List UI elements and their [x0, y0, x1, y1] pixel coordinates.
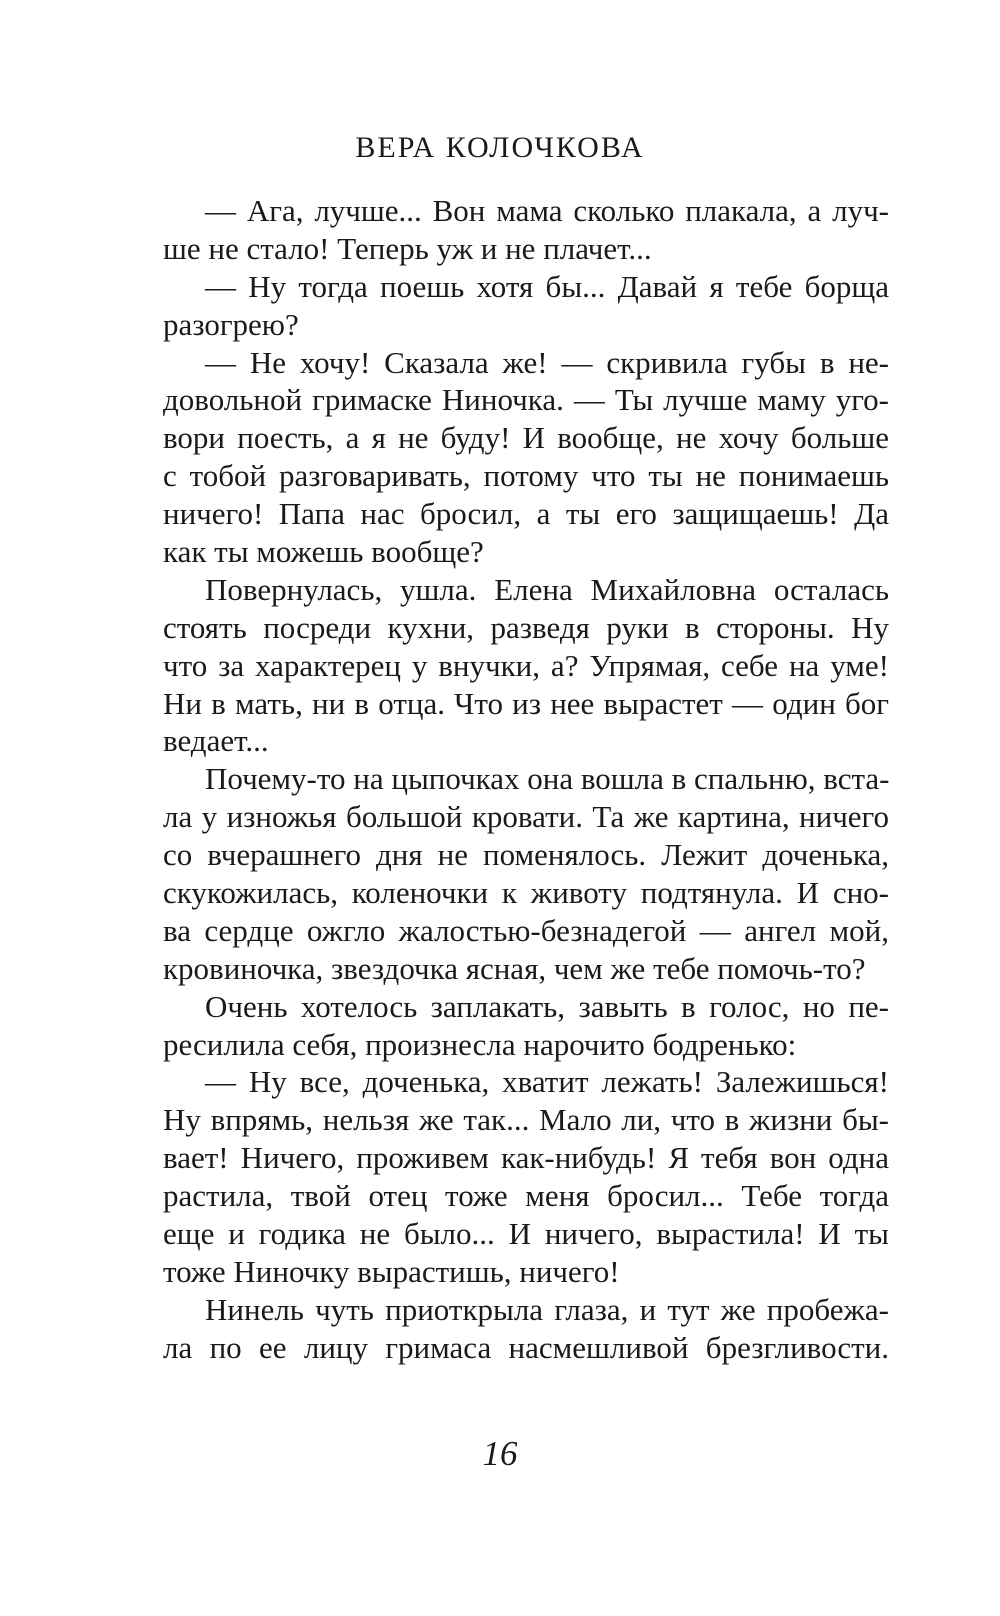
text-line: ва сердце ожгло жалостью-безнадегой — ангел мой, [163, 912, 889, 948]
text-line: скукожилась, коленочки к животу подтянула. И сно- [163, 875, 889, 911]
text-line: Ну впрямь, нельзя же так... Мало ли, что в жизни бы- [163, 1102, 889, 1138]
page-number: 16 [482, 1434, 518, 1473]
text-line: ресилила себя, произнесла нарочито бодренько: [163, 1026, 797, 1062]
text-line: ла у изножья большой кровати. Та же картина, ничего [163, 799, 889, 835]
text-line: еще и годика не было... И ничего, вырастила! И ты [163, 1216, 889, 1252]
text-line: Очень хотелось заплакать, завыть в голос, но пе- [205, 988, 889, 1024]
text-line: как ты можешь вообще? [163, 534, 484, 570]
text-line: Ни в мать, ни в отца. Что из нее вырастет — один бог [163, 685, 889, 721]
text-line: что за характерец у внучки, а? Упрямая, себе на уме! [163, 647, 889, 683]
text-line: растила, твой отец тоже меня бросил... Тебе тогда [163, 1178, 889, 1214]
text-line: разогрею? [163, 306, 299, 342]
body-text [163, 192, 889, 1367]
text-line: Почему-то на цыпочках она вошла в спальню, вста- [205, 761, 889, 797]
text-line: — Ну все, доченька, хватит лежать! Залежишься! [205, 1064, 889, 1100]
running-head: ВЕРА КОЛОЧКОВА [355, 131, 645, 164]
text-line: вори поесть, а я не буду! И вообще, не хочу больше [163, 420, 889, 456]
text-line: с тобой разговаривать, потому что ты не понимаешь [163, 458, 889, 494]
text-line: тоже Ниночку вырастишь, ничего! [163, 1253, 620, 1289]
text-line: — Ну тогда поешь хотя бы... Давай я тебе борща [205, 268, 889, 304]
text-line: Повернулась, ушла. Елена Михайловна осталась [205, 571, 889, 607]
text-line: ше не стало! Теперь уж и не плачет... [163, 230, 652, 266]
text-line: — Не хочу! Сказала же! — скривила губы в не- [205, 344, 889, 380]
text-line: со вчерашнего дня не поменялось. Лежит доченька, [163, 837, 889, 873]
text-line: довольной гримаске Ниночка. — Ты лучше маму уго- [163, 382, 889, 418]
text-line: ла по ее лицу гримаса насмешливой брезгливости. [163, 1329, 889, 1365]
text-line: стоять посреди кухни, разведя руки в стороны. Ну [163, 609, 889, 645]
text-line: ведает... [163, 723, 269, 759]
text-line: вает! Ничего, проживем как-нибудь! Я тебя вон одна [163, 1140, 889, 1176]
text-line: ничего! Папа нас бросил, а ты его защищаешь! Да [163, 496, 889, 532]
text-line: Нинель чуть приоткрыла глаза, и тут же пробежа- [205, 1291, 889, 1327]
text-line: кровиночка, звездочка ясная, чем же тебе помочь-то? [163, 950, 866, 986]
text-line: — Ага, лучше... Вон мама сколько плакала, а луч- [205, 193, 889, 228]
